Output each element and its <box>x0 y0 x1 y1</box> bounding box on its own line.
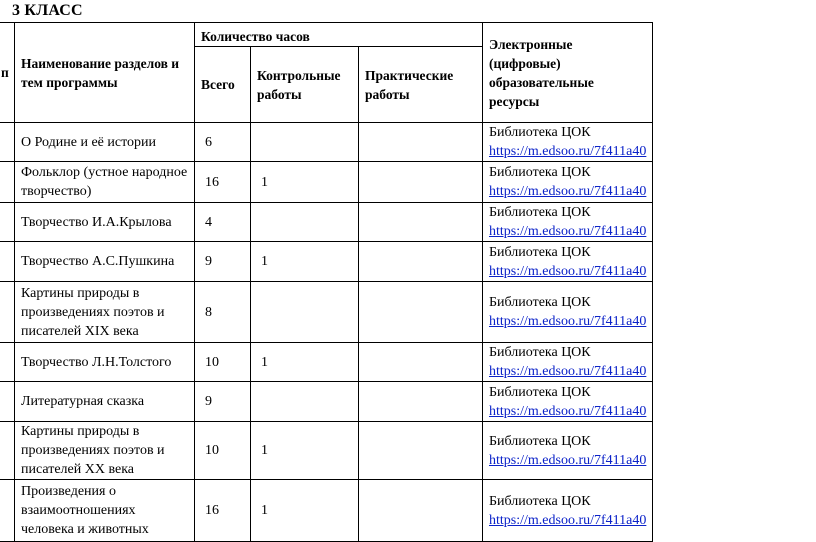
total-hours-cell: 16 <box>195 480 251 542</box>
resource-cell <box>483 123 653 162</box>
resource-name: Библиотека ЦОК <box>489 433 591 449</box>
table-body <box>0 123 653 542</box>
resource-cell <box>483 282 653 343</box>
control-works-cell <box>251 203 359 242</box>
resource-link[interactable]: https://m.edsoo.ru/7f411a40 <box>489 364 647 379</box>
table-row <box>0 162 653 203</box>
hours-group-header: Количество часов <box>195 23 483 47</box>
resource-cell <box>483 422 653 480</box>
practical-works-cell <box>359 242 483 282</box>
control-works-cell: 1 <box>251 480 359 542</box>
practical-works-cell <box>359 282 483 343</box>
resource-cell <box>483 162 653 203</box>
resource-link[interactable]: https://m.edsoo.ru/7f411a40 <box>489 314 647 329</box>
table-row <box>0 123 653 162</box>
section-name-cell: Фольклор (устное народное творчество) <box>15 162 195 203</box>
row-number-cell <box>0 282 15 343</box>
section-name-cell: О Родине и её истории <box>15 123 195 162</box>
section-name-cell: Творчество И.А.Крылова <box>15 203 195 242</box>
control-works-cell <box>251 123 359 162</box>
section-name-cell: Произведения о взаимоотношениях человека и животных <box>15 480 195 542</box>
practical-works-cell <box>359 203 483 242</box>
resource-link[interactable]: https://m.edsoo.ru/7f411a40 <box>489 144 647 159</box>
resource-name: Библиотека ЦОК <box>489 345 591 360</box>
total-hours-cell: 10 <box>195 422 251 480</box>
row-number-cell <box>0 242 15 282</box>
table-row <box>0 382 653 422</box>
row-number-cell <box>0 382 15 422</box>
total-hours-header: Всего <box>195 47 251 123</box>
row-number-cell <box>0 480 15 542</box>
control-works-cell: 1 <box>251 242 359 282</box>
table-row <box>0 480 653 542</box>
section-name-cell: Творчество Л.Н.Толстого <box>15 343 195 382</box>
resources-header: Электронные (цифровые) образовательные ресурсы <box>483 23 653 123</box>
section-name-header: Наименование разделов и тем программы <box>15 23 195 123</box>
practical-works-cell <box>359 343 483 382</box>
resource-cell <box>483 242 653 282</box>
row-number-cell <box>0 123 15 162</box>
table-row <box>0 282 653 343</box>
control-works-cell <box>251 382 359 422</box>
resource-link[interactable]: https://m.edsoo.ru/7f411a40 <box>489 512 647 528</box>
practical-works-cell <box>359 162 483 203</box>
total-hours-cell: 9 <box>195 382 251 422</box>
resource-link[interactable]: https://m.edsoo.ru/7f411a40 <box>489 224 647 239</box>
resource-name: Библиотека ЦОК <box>489 125 591 140</box>
resource-name: Библиотека ЦОК <box>489 384 591 400</box>
table-row <box>0 203 653 242</box>
row-number-cell <box>0 343 15 382</box>
practical-works-cell <box>359 123 483 162</box>
section-name-cell: Картины природы в произведениях поэтов и писателей XIX века <box>15 282 195 343</box>
control-works-header: Контрольные работы <box>251 47 359 123</box>
resource-link[interactable]: https://m.edsoo.ru/7f411a40 <box>489 184 647 199</box>
resource-name: Библиотека ЦОК <box>489 165 591 180</box>
table-row <box>0 343 653 382</box>
section-name-cell: Творчество А.С.Пушкина <box>15 242 195 282</box>
control-works-cell: 1 <box>251 162 359 203</box>
resource-name: Библиотека ЦОК <box>489 493 591 509</box>
resource-link[interactable]: https://m.edsoo.ru/7f411a40 <box>489 403 647 419</box>
header-row-top <box>0 23 653 47</box>
program-table <box>0 22 653 542</box>
control-works-cell: 1 <box>251 343 359 382</box>
resource-name: Библиотека ЦОК <box>489 205 591 220</box>
total-hours-cell: 8 <box>195 282 251 343</box>
practical-works-cell <box>359 422 483 480</box>
resource-cell <box>483 480 653 542</box>
resource-cell <box>483 203 653 242</box>
resource-cell <box>483 382 653 422</box>
control-works-cell: 1 <box>251 422 359 480</box>
table-row <box>0 242 653 282</box>
row-number-cell <box>0 162 15 203</box>
row-number-cell <box>0 422 15 480</box>
total-hours-cell: 10 <box>195 343 251 382</box>
practical-works-cell <box>359 480 483 542</box>
row-number-cell <box>0 203 15 242</box>
control-works-cell <box>251 282 359 343</box>
resource-name: Библиотека ЦОК <box>489 295 591 310</box>
resource-name: Библиотека ЦОК <box>489 244 591 260</box>
page-title: 3 КЛАСС <box>12 2 83 19</box>
resource-link[interactable]: https://m.edsoo.ru/7f411a40 <box>489 263 647 279</box>
resource-cell <box>483 343 653 382</box>
resource-link[interactable]: https://m.edsoo.ru/7f411a40 <box>489 452 647 468</box>
total-hours-cell: 16 <box>195 162 251 203</box>
section-name-cell: Литературная сказка <box>15 382 195 422</box>
total-hours-cell: 4 <box>195 203 251 242</box>
practical-works-header: Практические работы <box>359 47 483 123</box>
total-hours-cell: 6 <box>195 123 251 162</box>
table-row <box>0 422 653 480</box>
total-hours-cell: 9 <box>195 242 251 282</box>
practical-works-cell <box>359 382 483 422</box>
number-column-header: п <box>0 23 15 123</box>
section-name-cell: Картины природы в произведениях поэтов и писателей XX века <box>15 422 195 480</box>
